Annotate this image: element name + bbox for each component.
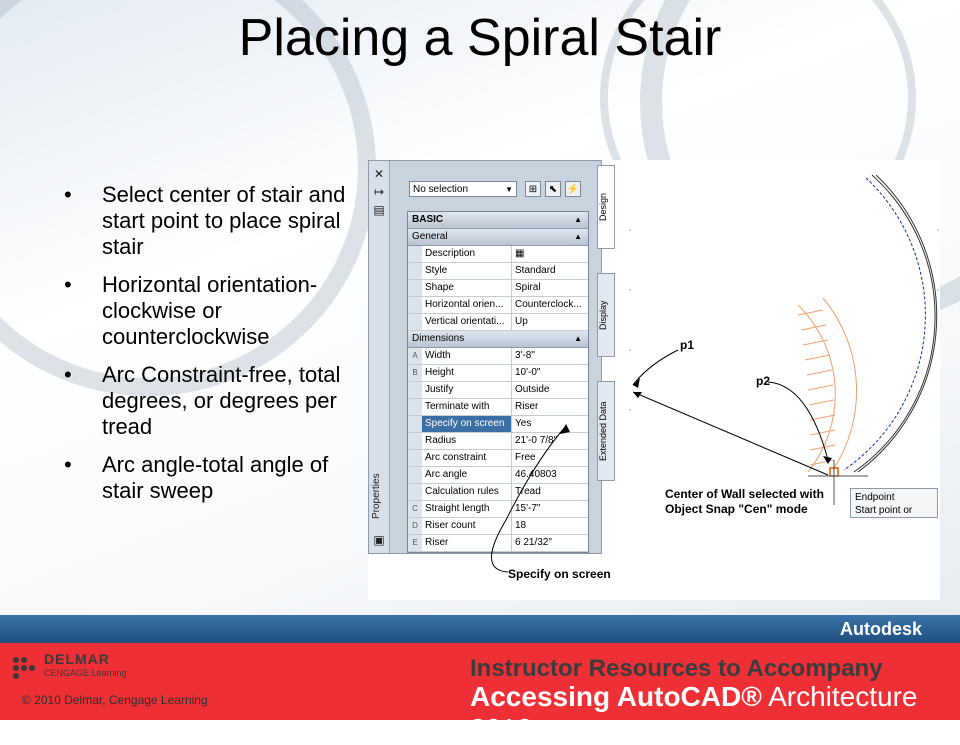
toggle-pickadd-button[interactable]: ⊞ — [525, 181, 541, 197]
property-name: Horizontal orien... — [422, 297, 512, 313]
wall-centerline — [844, 178, 925, 470]
property-value: Standard — [515, 265, 556, 276]
property-name: Riser — [422, 535, 512, 551]
property-value: 18 — [515, 520, 527, 531]
property-row[interactable] — [408, 365, 588, 382]
bullet-item: • Horizontal orientation-clockwise or counterclockwise — [62, 272, 362, 350]
section-header-general[interactable]: General ▲ — [408, 229, 588, 246]
property-letter — [408, 382, 422, 398]
collapse-icon: ▲ — [574, 232, 582, 241]
property-name: Specify on screen — [422, 416, 512, 432]
property-row[interactable] — [408, 314, 588, 331]
book-title-bold: Accessing AutoCAD® — [470, 681, 762, 712]
property-value: Up — [515, 316, 528, 327]
callout-center: Center of Wall selected with Object Snap "Cen" mode — [665, 487, 824, 516]
close-icon[interactable]: ✕ — [373, 167, 385, 181]
property-row[interactable] — [408, 263, 588, 280]
callout-arrows — [633, 350, 828, 475]
chevron-down-icon: ▼ — [505, 185, 513, 194]
snap-tooltip — [850, 488, 938, 518]
property-row[interactable] — [408, 246, 588, 263]
arrow-head — [823, 456, 832, 464]
tooltip-title: Endpoint — [855, 492, 895, 503]
property-name: Shape — [422, 280, 512, 296]
property-letter — [408, 484, 422, 500]
property-name: Arc angle — [422, 467, 512, 483]
section-header-dimensions[interactable]: Dimensions ▲ — [408, 331, 588, 348]
property-value: Tread — [515, 486, 541, 497]
property-value: 10'-0" — [515, 367, 541, 378]
property-letter: A — [408, 348, 422, 364]
auto-hide-icon[interactable]: ↦ — [373, 185, 385, 199]
property-value: 3'-8" — [515, 350, 535, 361]
property-value: Free — [515, 452, 536, 463]
property-name: Height — [422, 365, 512, 381]
property-row[interactable] — [408, 382, 588, 399]
property-name: Arc constraint — [422, 450, 512, 466]
delmar-logo-text: DELMAR — [44, 651, 110, 667]
property-value: Riser — [515, 401, 539, 412]
bullet-list — [62, 182, 362, 516]
property-name: Style — [422, 263, 512, 279]
selection-dropdown[interactable] — [409, 181, 517, 197]
collapse-icon: ▲ — [574, 334, 582, 343]
property-letter — [408, 399, 422, 415]
property-letter — [408, 433, 422, 449]
tab-design[interactable]: Design — [597, 165, 615, 249]
wall-outer — [854, 175, 935, 472]
collapse-icon: ▲ — [574, 215, 582, 224]
property-value: Spiral — [515, 282, 541, 293]
property-name: Riser count — [422, 518, 512, 534]
stair-treads — [798, 298, 857, 472]
property-value: Yes — [515, 418, 532, 429]
property-letter — [408, 450, 422, 466]
property-row[interactable] — [408, 280, 588, 297]
instructor-resources-heading: Instructor Resources to Accompany — [470, 655, 883, 682]
property-letter: D — [408, 518, 422, 534]
description-icon: ▦ — [515, 248, 525, 259]
slide-title: Placing a Spiral Stair — [238, 9, 722, 67]
delmar-logo-icon — [12, 656, 40, 682]
quick-select-button[interactable]: ⚡ — [565, 181, 581, 197]
property-name: Calculation rules — [422, 484, 512, 500]
bullet-item: • Select center of stair and start point to place spiral stair — [62, 182, 362, 260]
palette-settings-icon[interactable]: ▣ — [373, 533, 385, 547]
property-row[interactable] — [408, 348, 588, 365]
property-name: Width — [422, 348, 512, 364]
palette-title: Properties — [371, 473, 382, 519]
tooltip-prompt: Start point or — [855, 505, 913, 516]
palette-rail — [369, 161, 390, 553]
selection-value: No selection — [413, 184, 469, 195]
property-name: Justify — [422, 382, 512, 398]
property-name: Terminate with — [422, 399, 512, 415]
property-name: Description — [422, 246, 512, 262]
specify-arrow — [476, 420, 606, 580]
property-letter — [408, 467, 422, 483]
screenshot — [368, 160, 940, 600]
tab-extended-data[interactable]: Extended Data — [597, 381, 615, 481]
property-letter: C — [408, 501, 422, 517]
property-value: 46.40803 — [515, 469, 557, 480]
property-name: Vertical orientati... — [422, 314, 512, 330]
property-letter — [408, 416, 422, 432]
callout-p1: p1 — [680, 338, 695, 352]
property-value: 15'-7" — [515, 503, 541, 514]
property-row[interactable] — [408, 297, 588, 314]
property-row[interactable] — [408, 399, 588, 416]
bullet-item: • Arc Constraint-free, total degrees, or degrees per tread — [62, 362, 362, 440]
property-value: Outside — [515, 384, 550, 395]
property-name: Straight length — [422, 501, 512, 517]
property-letter: B — [408, 365, 422, 381]
callout-specify: Specify on screen — [508, 567, 611, 581]
property-value: 21'-0 7/8" — [515, 435, 558, 446]
cengage-logo-text: CENGAGE Learning — [44, 668, 127, 678]
section-header-basic[interactable]: BASIC ▲ — [408, 212, 588, 229]
callout-p2: p2 — [756, 374, 771, 388]
tab-display[interactable]: Display — [597, 273, 615, 357]
book-title — [470, 681, 960, 745]
property-value: Counterclock... — [515, 299, 582, 310]
book-title-rest: Architecture 2010 — [470, 681, 918, 744]
autodesk-logo: Autodesk — [839, 619, 922, 639]
palette-menu-icon[interactable]: ▤ — [373, 203, 385, 217]
select-objects-button[interactable]: ⬉ — [545, 181, 561, 197]
property-value: 6 21/32" — [515, 537, 552, 548]
bullet-item: • Arc angle-total angle of stair sweep — [62, 452, 362, 504]
footer-blue-band — [0, 615, 960, 643]
grid-dots — [629, 229, 939, 411]
property-name: Radius — [422, 433, 512, 449]
copyright: © 2010 Delmar, Cengage Learning — [22, 693, 208, 707]
property-letter: E — [408, 535, 422, 551]
